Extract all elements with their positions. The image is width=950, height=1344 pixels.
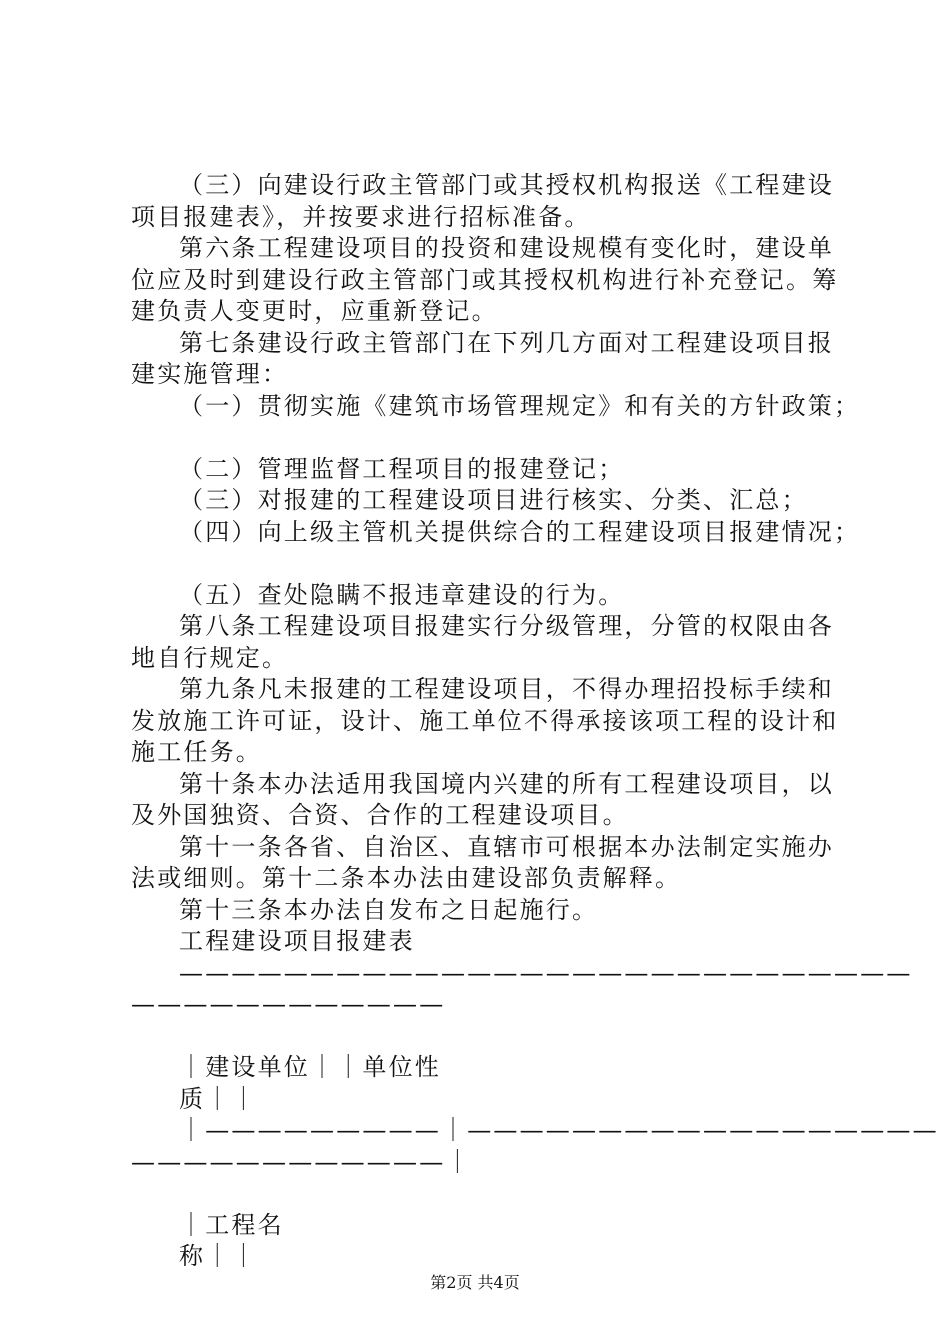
text-line: 施工任务。 xyxy=(131,738,262,766)
text-line: 第六条工程建设项目的投资和建设规模有变化时，建设单 xyxy=(179,234,834,262)
text-line: ———————————— xyxy=(131,990,446,1018)
text-line: （二）管理监督工程项目的报建登记； xyxy=(179,454,625,483)
text-line: 法或细则。第十二条本办法由建设部负责解释。 xyxy=(131,864,682,892)
text-line: 发放施工许可证，设计、施工单位不得承接该项工程的设计和 xyxy=(131,706,839,735)
text-line: ｜工程名 xyxy=(179,1210,284,1239)
text-line: 地自行规定。 xyxy=(131,643,289,672)
text-line: （四）向上级主管机关提供综合的工程建设项目报建情况； xyxy=(179,517,861,546)
text-line: 称｜｜ xyxy=(179,1242,258,1270)
text-line: 建负责人变更时，应重新登记。 xyxy=(131,297,498,325)
text-line: 及外国独资、合资、合作的工程建设项目。 xyxy=(131,801,629,829)
text-line: 第十条本办法适用我国境内兴建的所有工程建设项目，以 xyxy=(179,769,834,798)
text-line: 第十一条各省、自治区、直辖市可根据本办法制定实施办 xyxy=(179,832,834,861)
text-line: ｜建设单位｜｜单位性 xyxy=(179,1053,441,1081)
text-line: （三）向建设行政主管部门或其授权机构报送《工程建设 xyxy=(179,171,834,199)
blank-line xyxy=(131,548,836,580)
text-line: （一）贯彻实施《建筑市场管理规定》和有关的方针政策； xyxy=(179,391,861,420)
blank-line xyxy=(131,422,836,454)
text-line: ｜—————————｜—————————————————— xyxy=(179,1116,939,1144)
page-footer: 第2页 共4页 xyxy=(430,1273,520,1292)
blank-line xyxy=(131,1178,836,1210)
text-line: 工程建设项目报建表 xyxy=(179,927,415,955)
text-line: 建实施管理： xyxy=(131,360,289,388)
text-line: （三）对报建的工程建设项目进行核实、分类、汇总； xyxy=(179,486,808,514)
text-line: 第八条工程建设项目报建实行分级管理，分管的权限由各 xyxy=(179,612,834,640)
text-line: 第七条建设行政主管部门在下列几方面对工程建设项目报 xyxy=(179,328,834,357)
text-line: 位应及时到建设行政主管部门或其授权机构进行补充登记。筹 xyxy=(131,265,839,294)
text-line: 第九条凡未报建的工程建设项目，不得办理招投标手续和 xyxy=(179,675,834,703)
text-line: 质｜｜ xyxy=(179,1084,258,1113)
text-line: 第十三条本办法自发布之日起施行。 xyxy=(179,895,599,924)
text-line: ———————————————————————————— xyxy=(179,958,913,987)
text-line: 项目报建表》，并按要求进行招标准备。 xyxy=(131,202,591,231)
text-line: （五）查处隐瞒不报违章建设的行为。 xyxy=(179,580,625,609)
text-line: ————————————｜ xyxy=(131,1147,472,1176)
blank-line xyxy=(131,1021,836,1053)
document-body xyxy=(131,170,939,1273)
